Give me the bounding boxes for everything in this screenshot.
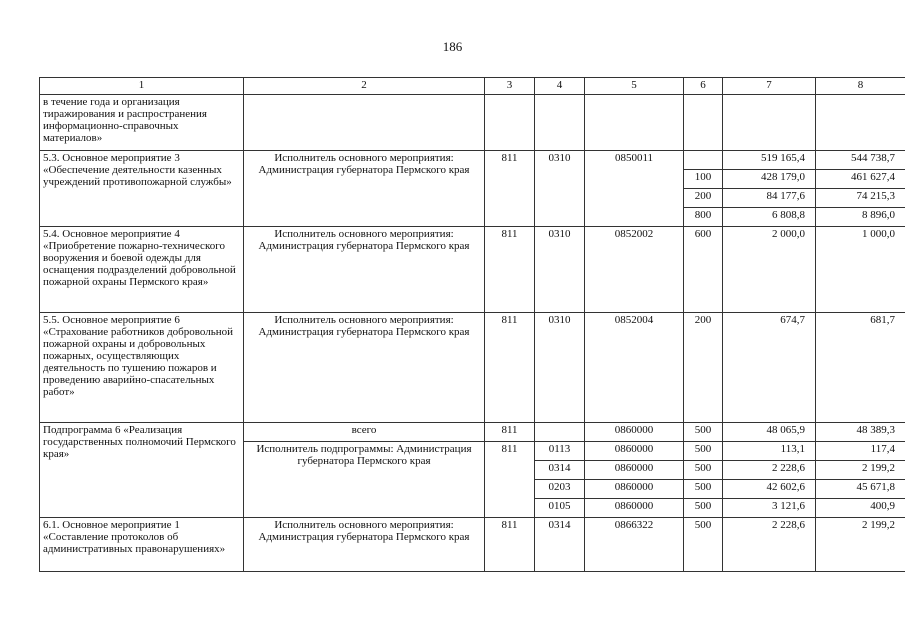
expense-type: 600 [684,227,723,313]
header-cell: 8 [816,78,905,95]
target-code: 0850011 [585,151,684,227]
amount-year1: 2 228,6 [723,461,816,480]
expense-type: 800 [684,208,723,227]
section-code: 0314 [535,518,585,572]
total-label: всего [244,423,485,442]
section-code: 0310 [535,151,585,227]
target-code: 0860000 [585,499,684,518]
executor-cell: Исполнитель основного мероприятия: Администрация губернатора Пермского края [244,313,485,423]
amount-year1: 48 065,9 [723,423,816,442]
grbs-code: 811 [485,518,535,572]
expense-type: 500 [684,423,723,442]
target-code: 0860000 [585,461,684,480]
amount-year1: 6 808,8 [723,208,816,227]
activity-name: в течение года и организация тиражирования и распространения информационно-справочных материалов» [40,95,244,151]
amount-year1: 519 165,4 [723,151,816,170]
amount-year2: 8 896,0 [816,208,905,227]
expense-type [684,151,723,170]
amount-year2: 400,9 [816,499,905,518]
table-row [40,518,905,572]
expense-type: 500 [684,442,723,461]
amount-year2: 45 671,8 [816,480,905,499]
table-row [40,151,905,170]
section-code: 0310 [535,227,585,313]
page-number: 186 [442,39,463,54]
executor-cell: Исполнитель основного мероприятия: Администрация губернатора Пермского края [244,227,485,313]
grbs-code: 811 [485,151,535,227]
section-code: 0314 [535,461,585,480]
expense-type: 500 [684,499,723,518]
activity-name: 6.1. Основное мероприятие 1 «Составление протоколов об административных правонарушениях» [40,518,244,572]
target-code: 0860000 [585,480,684,499]
table-row [40,313,905,423]
header-cell: 7 [723,78,816,95]
amount-year1: 3 121,6 [723,499,816,518]
expense-type: 500 [684,461,723,480]
grbs-code: 811 [485,313,535,423]
amount-year2: 1 000,0 [816,227,905,313]
section-code [535,423,585,442]
expense-type: 200 [684,313,723,423]
section-code: 0203 [535,480,585,499]
grbs-code: 811 [485,423,535,442]
target-code: 0852002 [585,227,684,313]
target-code: 0866322 [585,518,684,572]
amount-year2: 48 389,3 [816,423,905,442]
amount-year1: 2 000,0 [723,227,816,313]
amount-year1: 674,7 [723,313,816,423]
amount-year2: 2 199,2 [816,461,905,480]
executor-cell: Исполнитель основного мероприятия: Администрация губернатора Пермского края [244,151,485,227]
amount-year2: 2 199,2 [816,518,905,572]
amount-year1: 42 602,6 [723,480,816,499]
section-code: 0310 [535,313,585,423]
subprogram-name: Подпрограмма 6 «Реализация государственных полномочий Пермского края» [40,423,244,518]
executor-cell: Исполнитель подпрограммы: Администрация губернатора Пермского края [244,442,485,518]
grbs-code: 811 [485,442,535,518]
budget-table [39,77,905,572]
header-cell: 4 [535,78,585,95]
amount-year2: 74 215,3 [816,189,905,208]
header-cell: 2 [244,78,485,95]
amount-year1: 2 228,6 [723,518,816,572]
activity-name: 5.4. Основное мероприятие 4 «Приобретение пожарно-технического вооружения и боевой одежды для оснащения подразделений добровольной пожарной охраны Пермского края» [40,227,244,313]
amount-year1: 428 179,0 [723,170,816,189]
activity-name: 5.5. Основное мероприятие 6 «Страхование работников добровольной пожарной охраны и добровольных пожарных, осуществляющих деятельность по тушению пожаров и проведению аварийно-спасательных работ» [40,313,244,423]
table-row [40,227,905,313]
header-cell: 5 [585,78,684,95]
amount-year2: 461 627,4 [816,170,905,189]
table-row [40,95,905,151]
amount-year1: 113,1 [723,442,816,461]
table-row [40,423,905,442]
header-cell: 1 [40,78,244,95]
target-code: 0860000 [585,423,684,442]
amount-year2: 544 738,7 [816,151,905,170]
activity-name: 5.3. Основное мероприятие 3 «Обеспечение деятельности казенных учреждений противопожарной службы» [40,151,244,227]
target-code: 0852004 [585,313,684,423]
section-code: 0105 [535,499,585,518]
target-code: 0860000 [585,442,684,461]
expense-type: 100 [684,170,723,189]
expense-type: 200 [684,189,723,208]
expense-type: 500 [684,518,723,572]
expense-type: 500 [684,480,723,499]
header-row [40,78,905,95]
header-cell: 6 [684,78,723,95]
amount-year2: 681,7 [816,313,905,423]
header-cell: 3 [485,78,535,95]
executor-cell: Исполнитель основного мероприятия: Администрация губернатора Пермского края [244,518,485,572]
section-code: 0113 [535,442,585,461]
grbs-code: 811 [485,227,535,313]
amount-year1: 84 177,6 [723,189,816,208]
amount-year2: 117,4 [816,442,905,461]
